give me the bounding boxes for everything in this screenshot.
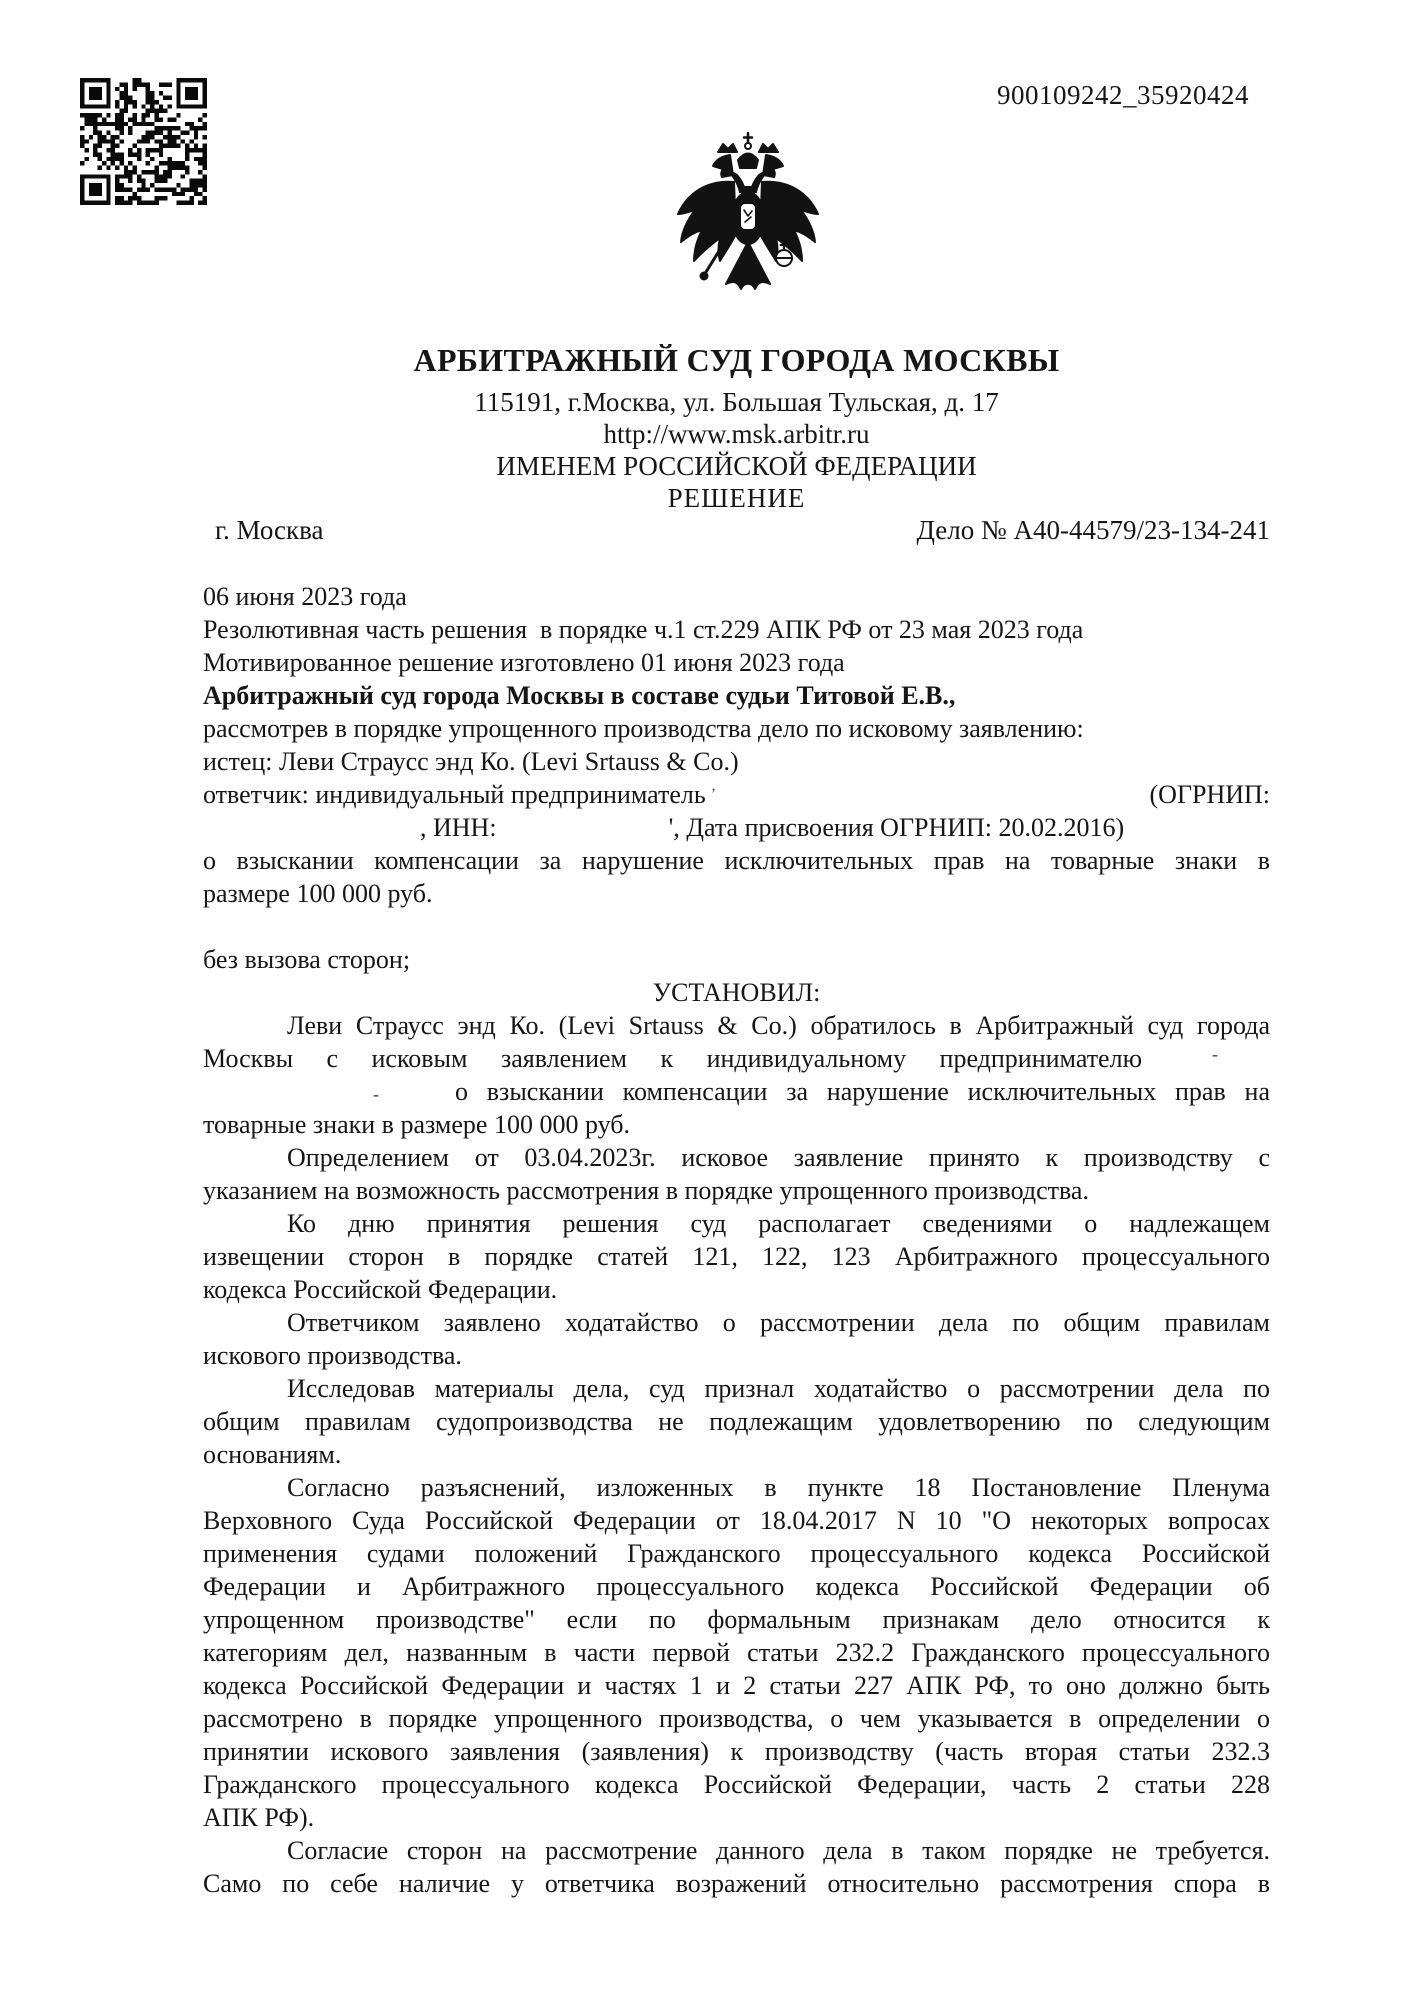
text-line: принятии искового заявления (заявления) к производству (часть вторая статьи 232.3 <box>203 1737 1270 1766</box>
in-the-name-line: ИМЕНЕМ РОССИЙСКОЙ ФЕДЕРАЦИИ <box>496 451 977 481</box>
text-line: извещении сторон в порядке статей 121, 122, 123 Арбитражного процессуального <box>203 1242 1270 1271</box>
body-lines <box>203 580 1270 1900</box>
text-line: Резолютивная часть решения в порядке ч.1 ст.229 АПК РФ от 23 мая 2023 года <box>203 615 1084 644</box>
text-line: основаниям. <box>203 1440 342 1469</box>
court-address: 115191, г.Москва, ул. Большая Тульская, д. 17 <box>474 387 999 417</box>
text-line: товарные знаки в размере 100 000 руб. <box>203 1110 630 1139</box>
inn-label: , ИНН: <box>420 813 497 842</box>
text-line: - о взыскании компенсации за нарушение исключительных прав на <box>203 1075 1270 1108</box>
text-line: Само по себе наличие у ответчика возражений относительно рассмотрения спора в <box>203 1869 1270 1898</box>
text-line: Арбитражный суд города Москвы в составе судьи Титовой Е.В., <box>203 681 956 710</box>
redaction-mark: - <box>1212 1044 1218 1064</box>
ogrnip-date-label: ', Дата присвоения ОГРНИП: 20.02.2016) <box>668 813 1125 842</box>
court-website: http://www.msk.arbitr.ru <box>603 419 870 449</box>
text-line: Исследовав материалы дела, суд признал ходатайство о рассмотрении дела по <box>287 1374 1270 1403</box>
text-line: Леви Страусс энд Ко. (Levi Srtauss & Co.) обратилось в Арбитражный суд города <box>287 1011 1270 1040</box>
qr-code <box>80 78 207 205</box>
text-line: АПК РФ). <box>203 1803 315 1832</box>
text-line: Определением от 03.04.2023г. исковое заявление принято к производству с <box>287 1143 1270 1172</box>
text-line: применения судами положений Гражданского процессуального кодекса Российской <box>203 1539 1270 1568</box>
text-line: Гражданского процессуального кодекса Российской Федерации, часть 2 статьи 228 <box>203 1770 1270 1799</box>
text-line <box>203 811 1270 844</box>
redaction-mark: ʼ <box>710 786 717 803</box>
text-line: УСТАНОВИЛ: <box>652 978 821 1007</box>
text-line: о взыскании компенсации за нарушение исключительных прав на товарные знаки в <box>203 846 1270 875</box>
text-line: Федерации и Арбитражного процессуального кодекса Российской Федерации об <box>203 1572 1270 1601</box>
text-line: 06 июня 2023 года <box>203 582 407 611</box>
court-name: АРБИТРАЖНЫЙ СУД ГОРОДА МОСКВЫ <box>413 342 1060 378</box>
text-line: рассмотрев в порядке упрощенного производства дело по исковому заявлению: <box>203 714 1084 743</box>
text-line: кодекса Российской Федерации и частях 1 и 2 статьи 227 АПК РФ, то оно должно быть <box>203 1671 1270 1700</box>
text-line: Мотивированное решение изготовлено 01 июня 2023 года <box>203 648 845 677</box>
text-line: Ко дню принятия решения суд располагает сведениями о надлежащем <box>287 1209 1270 1238</box>
text-line: упрощенном производстве" если по формальным признакам дело относится к <box>203 1605 1270 1634</box>
document-content <box>203 340 1270 1900</box>
text-line: категориям дел, названным в части первой статьи 232.2 Гражданского процессуального <box>203 1638 1270 1667</box>
coat-of-arms-icon <box>668 130 828 302</box>
text-line: общим правилам судопроизводства не подлежащим удовлетворению по следующим <box>203 1407 1270 1436</box>
document-type: РЕШЕНИЕ <box>667 483 806 513</box>
ogrnip-label: (ОГРНИП: <box>1149 780 1270 809</box>
text-line: - Москвы с исковым заявлением к индивидуальному предпринимателю <box>203 1042 1270 1075</box>
text-line: Верховного Суда Российской Федерации от 18.04.2017 N 10 "О некоторых вопросах <box>203 1506 1270 1535</box>
text-line: размере 100 000 руб. <box>203 879 433 908</box>
text-line: Согласие сторон на рассмотрение данного дела в таком порядке не требуется. <box>287 1836 1270 1865</box>
case-number: Дело № А40-44579/23-134-241 <box>916 515 1270 545</box>
text-line: искового производства. <box>203 1341 462 1370</box>
text-line: Согласно разъяснений, изложенных в пункте 18 Постановление Пленума <box>287 1473 1270 1502</box>
text-line: истец: Леви Страусс энд Ко. (Levi Srtauss & Co.) <box>203 747 739 776</box>
text-line <box>203 910 1270 943</box>
text-line: рассмотрено в порядке упрощенного производства, о чем указывается в определении о <box>203 1704 1270 1733</box>
text-line: кодекса Российской Федерации. <box>203 1275 558 1304</box>
text-line: указанием на возможность рассмотрения в порядке упрощенного производства. <box>203 1176 1089 1205</box>
text-line: Ответчиком заявлено ходатайство о рассмотрении дела по общим правилам <box>287 1308 1270 1337</box>
city-label: г. Москва <box>215 515 324 545</box>
respondent-label: ответчик: индивидуальный предприниматель $^ʼ$ <box>203 780 717 809</box>
text-line: без вызова сторон; <box>203 945 411 974</box>
text-line <box>203 778 1270 811</box>
redaction-mark: - <box>373 1084 379 1104</box>
case-header-row <box>203 514 1270 546</box>
scan-id: 900109242_35920424 <box>997 80 1249 110</box>
